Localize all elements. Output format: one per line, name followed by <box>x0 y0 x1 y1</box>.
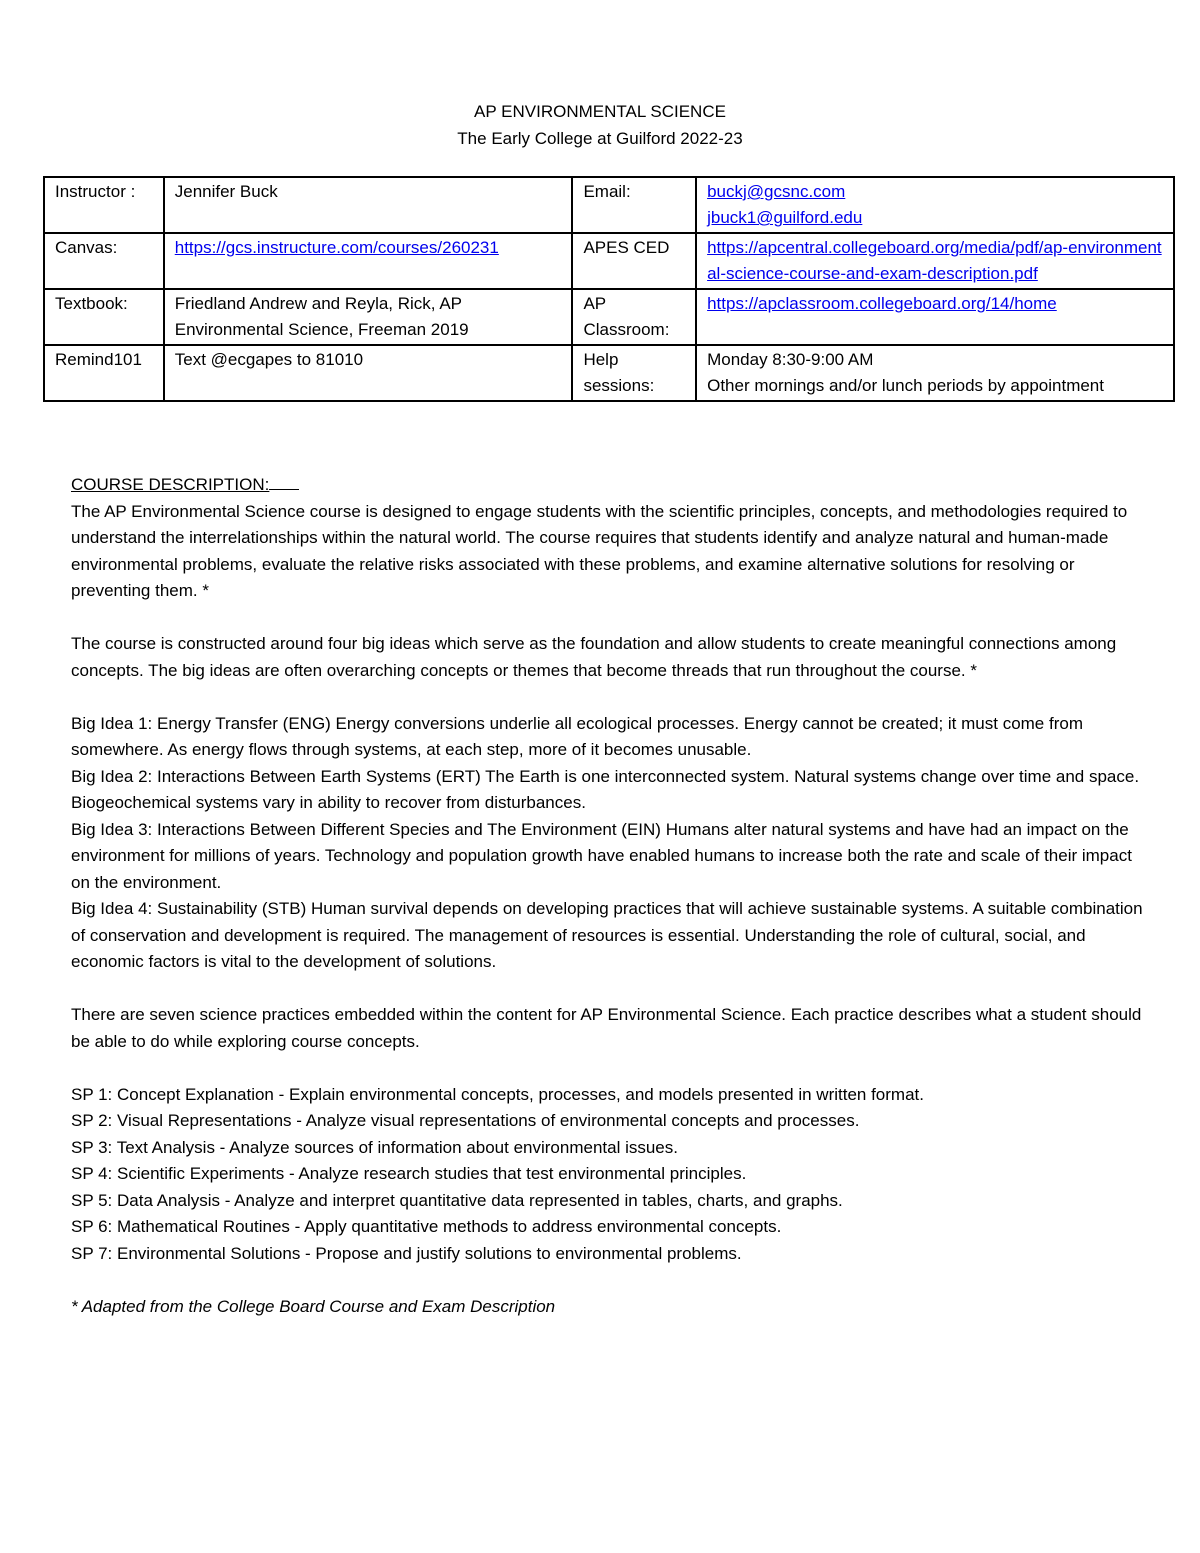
ap-classroom-cell <box>696 289 1174 345</box>
list-item <box>71 1135 1151 1162</box>
big-idea-text: Interactions Between Earth Systems (ERT) The Earth is one interconnected system. Natural systems change over time and space. Biogeochemical systems vary in ability to recover from disturbances. <box>71 766 1140 812</box>
big-idea-label: Big Idea 3: <box>71 819 153 839</box>
email-link-primary[interactable]: buckj@gcsnc.com <box>707 182 846 201</box>
canvas-label: Canvas: <box>44 233 164 289</box>
course-info-table <box>43 176 1175 402</box>
heading-underline <box>269 471 299 490</box>
practice-label: SP 1: <box>71 1084 113 1104</box>
list-item <box>71 764 1151 817</box>
ap-classroom-label: AP Classroom: <box>572 289 696 345</box>
ced-label: APES CED <box>572 233 696 289</box>
help-sessions-time: Monday 8:30-9:00 AM <box>707 350 874 369</box>
document-header <box>0 98 1200 152</box>
list-item <box>71 817 1151 897</box>
table-row <box>44 289 1174 345</box>
help-sessions-note: Other mornings and/or lunch periods by appointment <box>707 376 1104 395</box>
instructor-label: Instructor : <box>44 177 164 233</box>
instructor-name: Jennifer Buck <box>164 177 573 233</box>
ced-cell <box>696 233 1174 289</box>
canvas-link[interactable]: https://gcs.instructure.com/courses/260231 <box>174 238 499 257</box>
big-idea-label: Big Idea 4: <box>71 899 153 918</box>
ced-link[interactable]: https://apcentral.collegeboard.org/media/pdf/ap-environmental-science-course-and-exam-description.pdf <box>707 238 1162 283</box>
list-item <box>71 1108 1151 1135</box>
big-idea-label: Big Idea 1: <box>71 713 153 733</box>
practice-text: Mathematical Routines - Apply quantitative methods to address environmental concepts. <box>112 1217 782 1236</box>
table-row <box>44 177 1174 233</box>
email-label: Email: <box>572 177 696 233</box>
remind-value: Text @ecgapes to 81010 <box>164 345 573 401</box>
practices-intro: There are seven science practices embedded within the content for AP Environmental Science. Each practice describes what a student should be able to do while exploring course concepts. <box>71 1005 1142 1051</box>
practice-label: SP 4: <box>71 1164 113 1183</box>
table-row <box>44 345 1174 401</box>
list-item <box>71 896 1151 976</box>
practice-text: Environmental Solutions - Propose and justify solutions to environmental problems. <box>112 1243 742 1263</box>
document-subtitle: The Early College at Guilford 2022-23 <box>457 129 743 148</box>
email-cell <box>696 177 1174 233</box>
description-paragraph-1: The AP Environmental Science course is designed to engage students with the scientific principles, concepts, and methodologies required to understand the interrelationships within the natural world. The course requires that students identify and analyze natural and human-made environmental problems, evaluate the relative risks associated with these problems, and examine alternative solutions for resolving or preventing them. * <box>71 501 1128 600</box>
document-title: AP ENVIRONMENTAL SCIENCE <box>474 102 726 121</box>
big-idea-text: Interactions Between Different Species and The Environment (EIN) Humans alter natural systems and have had an impact on the environment for millions of years. Technology and population growth have enabled humans to increase both the rate and scale of their impact on the environment. <box>71 819 1132 892</box>
practice-label: SP 5: <box>71 1190 113 1210</box>
course-description-section <box>71 471 1151 1320</box>
list-item <box>71 711 1151 764</box>
course-description-heading: COURSE DESCRIPTION: <box>71 475 270 494</box>
big-idea-text: Energy Transfer (ENG) Energy conversions underlie all ecological processes. Energy cannot be created; it must come from somewhere. As energy flows through systems, at each step, more of it becomes unusable. <box>71 713 1083 759</box>
table-row <box>44 233 1174 289</box>
practice-label: SP 3: <box>71 1137 113 1157</box>
practice-text: Concept Explanation - Explain environmental concepts, processes, and models presented in written format. <box>112 1084 924 1104</box>
list-item <box>71 1188 1151 1215</box>
help-sessions-label: Help sessions: <box>572 345 696 401</box>
remind-label: Remind101 <box>44 345 164 401</box>
list-item <box>71 1214 1151 1241</box>
practice-label: SP 6: <box>71 1217 113 1236</box>
canvas-cell <box>164 233 573 289</box>
practice-label: SP 7: <box>71 1243 113 1263</box>
practice-text: Visual Representations - Analyze visual representations of environmental concepts and processes. <box>112 1111 860 1130</box>
list-item <box>71 1241 1151 1268</box>
big-idea-text: Sustainability (STB) Human survival depends on developing practices that will achieve sustainable systems. A suitable combination of conservation and development is required. The management of resources is essential. Understanding the role of cultural, social, and economic factors is vital to the development of solutions. <box>71 899 1143 971</box>
help-sessions-cell <box>696 345 1174 401</box>
big-ideas-list <box>71 711 1151 976</box>
textbook-label: Textbook: <box>44 289 164 345</box>
section-heading <box>71 471 1151 499</box>
textbook-value: Friedland Andrew and Reyla, Rick, AP Environmental Science, Freeman 2019 <box>164 289 573 345</box>
science-practices-list <box>71 1082 1151 1268</box>
big-idea-label: Big Idea 2: <box>71 766 153 786</box>
list-item <box>71 1161 1151 1188</box>
practice-text: Text Analysis - Analyze sources of information about environmental issues. <box>112 1137 678 1157</box>
footnote: * Adapted from the College Board Course and Exam Description <box>71 1296 556 1316</box>
practice-text: Data Analysis - Analyze and interpret quantitative data represented in tables, charts, and graphs. <box>112 1190 843 1210</box>
practice-text: Scientific Experiments - Analyze research studies that test environmental principles. <box>112 1164 747 1183</box>
email-link-secondary[interactable]: jbuck1@guilford.edu <box>707 208 863 227</box>
practice-label: SP 2: <box>71 1111 113 1130</box>
list-item <box>71 1082 1151 1109</box>
ap-classroom-link[interactable]: https://apclassroom.collegeboard.org/14/home <box>707 294 1057 313</box>
description-paragraph-2: The course is constructed around four big ideas which serve as the foundation and allow students to create meaningful connections among concepts. The big ideas are often overarching concepts or themes that become threads that run throughout the course. * <box>71 634 1117 680</box>
